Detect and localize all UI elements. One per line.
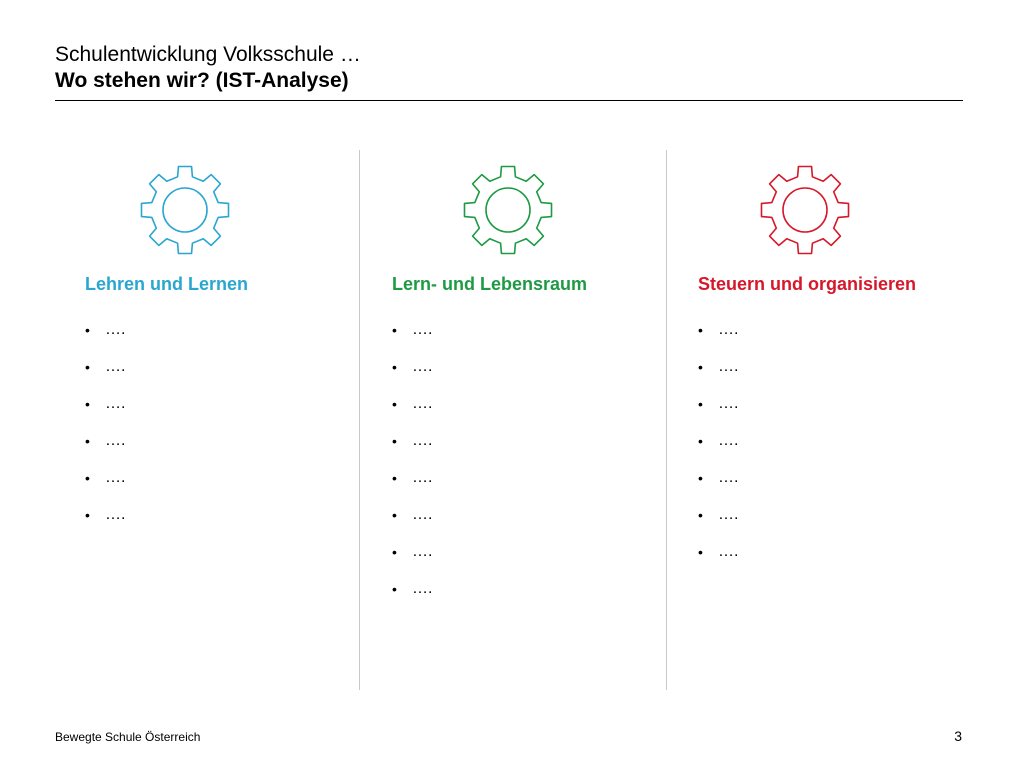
bullet-list <box>85 320 125 542</box>
bullet-dot: • <box>392 581 397 597</box>
bullet-dot: • <box>85 433 90 449</box>
list-item <box>698 320 738 357</box>
list-item <box>392 579 432 616</box>
list-item <box>85 431 125 468</box>
list-item <box>85 468 125 505</box>
bullet-text: …. <box>412 358 433 375</box>
gear-icon <box>458 160 558 260</box>
list-item <box>392 394 432 431</box>
bullet-dot: • <box>698 396 703 412</box>
bullet-dot: • <box>698 433 703 449</box>
list-item <box>85 505 125 542</box>
list-item <box>698 431 738 468</box>
bullet-dot: • <box>698 507 703 523</box>
bullet-list <box>698 320 738 579</box>
bullet-dot: • <box>392 544 397 560</box>
list-item <box>392 431 432 468</box>
bullet-text: …. <box>412 543 433 560</box>
bullet-text: …. <box>718 506 739 523</box>
bullet-dot: • <box>698 359 703 375</box>
list-item <box>698 468 738 505</box>
slide-title-line-1: Schulentwicklung Volksschule … <box>55 43 361 66</box>
bullet-text: …. <box>105 469 126 486</box>
bullet-text: …. <box>718 432 739 449</box>
column-heading: Steuern und organisieren <box>698 274 917 294</box>
bullet-dot: • <box>85 470 90 486</box>
gear-icon <box>755 160 855 260</box>
bullet-text: …. <box>412 580 433 597</box>
bullet-dot: • <box>85 322 90 338</box>
column-heading: Lern- und Lebensraum <box>392 274 588 294</box>
bullet-dot: • <box>392 470 397 486</box>
bullet-text: …. <box>412 395 433 412</box>
slide-title-line-2: Wo stehen wir? (IST-Analyse) <box>55 69 349 92</box>
bullet-text: …. <box>412 321 433 338</box>
list-item <box>392 468 432 505</box>
bullet-text: …. <box>718 358 739 375</box>
list-item <box>392 320 432 357</box>
bullet-dot: • <box>85 507 90 523</box>
list-item <box>698 505 738 542</box>
bullet-text: …. <box>412 469 433 486</box>
list-item <box>698 542 738 579</box>
bullet-dot: • <box>392 322 397 338</box>
bullet-text: …. <box>412 506 433 523</box>
gear-icon <box>135 160 235 260</box>
bullet-dot: • <box>392 359 397 375</box>
list-item <box>698 394 738 431</box>
list-item <box>698 357 738 394</box>
bullet-dot: • <box>85 359 90 375</box>
bullet-text: …. <box>718 469 739 486</box>
bullet-dot: • <box>698 544 703 560</box>
column-divider-1 <box>359 150 360 690</box>
list-item <box>392 542 432 579</box>
bullet-dot: • <box>392 396 397 412</box>
list-item <box>85 320 125 357</box>
bullet-dot: • <box>392 433 397 449</box>
bullet-text: …. <box>105 506 126 523</box>
bullet-dot: • <box>85 396 90 412</box>
bullet-text: …. <box>718 543 739 560</box>
bullet-dot: • <box>698 470 703 486</box>
list-item <box>392 505 432 542</box>
list-item <box>85 357 125 394</box>
slide-title <box>55 42 963 94</box>
page-number: 3 <box>954 728 962 744</box>
column-heading: Lehren und Lernen <box>85 274 249 294</box>
bullet-text: …. <box>105 358 126 375</box>
bullet-text: …. <box>412 432 433 449</box>
list-item <box>85 394 125 431</box>
title-underline <box>55 100 963 101</box>
bullet-text: …. <box>718 395 739 412</box>
column-divider-2 <box>666 150 667 690</box>
bullet-dot: • <box>698 322 703 338</box>
bullet-dot: • <box>392 507 397 523</box>
bullet-text: …. <box>105 321 126 338</box>
footer-organization: Bewegte Schule Österreich <box>55 730 201 744</box>
bullet-text: …. <box>718 321 739 338</box>
bullet-text: …. <box>105 432 126 449</box>
bullet-list <box>392 320 432 616</box>
bullet-text: …. <box>105 395 126 412</box>
list-item <box>392 357 432 394</box>
